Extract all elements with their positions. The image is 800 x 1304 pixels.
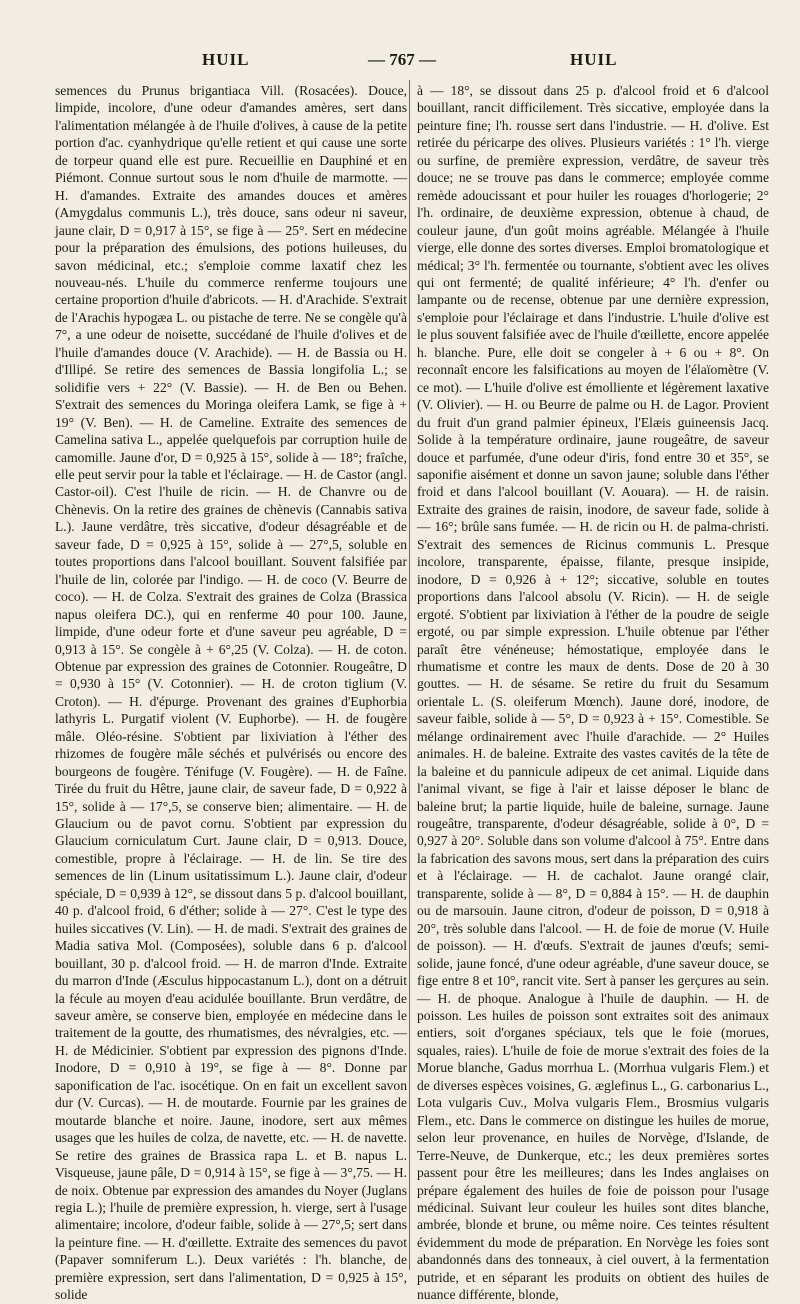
column-divider <box>409 80 410 1270</box>
right-column-text: à — 18°, se dissout dans 25 p. d'alcool froid et 6 d'alcool bouillant, rancit difficilement. Très siccative, employée dans la peinture fine; l'h. rousse sert dans l'industrie. — H. d'olive. Est retirée du péricarpe des olives. Plusieurs variétés : 1° l'h. vierge ou surfine, de première expression, verdâtre, de saveur très douce; ne se trouve pas dans le commerce; employée comme remède adoucissant et pour huiler les rouages d'horlogerie; 2° l'h. ordinaire, de deuxième expression, obtenue à chaud, de couleur jaune, d'un goût moins agréable. Mélangée à l'huile vierge, elle donne des sortes diverses. Emploi bromatologique et médical; 3° l'h. fermentée ou tournante, s'obtient avec les olives qui ont fermenté; de qualité inférieure; 4° l'h. d'enfer ou lampante ou de recense, obtenue par une dernière expression, s'emploie pour l'éclairage et dans l'industrie. L'huile d'olive est le plus souvent falsifiée avec de l'huile d'œillette, encore appelée h. blanche. Pure, elle doit se congeler à + 6 ou + 8°. On reconnaît encore les falsifications au moyen de l'élaïomètre (V. ce mot). — L'huile d'olive est émolliente et légèrement laxative (V. Olivier). — H. ou Beurre de palme ou H. de Lagor. Provient du fruit d'un grand palmier épineux, l'Elæis guineensis Jacq. Solide à la température ordinaire, jaune rougeâtre, de saveur douce et parfumée, d'une odeur d'iris, fond entre 30 et 35°, se saponifie aisément et donne un savon jaune; soluble dans l'éther froid et dans l'alcool bouillant (V. Aouara). — H. de raisin. Extraite des graines de raisin, inodore, de saveur fade, solide à — 16°; brûle sans fumée. — H. de ricin ou H. de palma-christi. S'extrait des semences de Ricinus communis L. Presque incolore, transparente, épaisse, filante, presque insipide, inodore, D = 0,926 à + 12°; siccative, soluble en toutes proportions dans l'alcool absolu (V. Ricin). — H. de seigle ergoté. S'obtient par lixiviation à l'éther de la poudre de seigle ergoté, ou par simple expression. L'huile obtenue par l'éther paraît être vénéneuse; hémostatique, employée dans le rhumatisme et contre les maux de dents. Dose de 20 à 30 gouttes. — H. de sésame. Se retire du fruit du Sesamum orientale L. (S. oleiferum Mœnch). Jaune doré, inodore, de saveur faible, solide à — 5°, D = 0,923 à + 15°. Comestible. Se mélange ordinairement avec l'huile d'arachide. — 2° Huiles animales. H. de baleine. Extraite des vastes cavités de la tête de la baleine et du pannicule adipeux de cet animal. Liquide dans l'animal vivant, se fige à l'air et laisse déposer le blanc de baleine brut; la partie liquide, huile de baleine, surnage. Jaune rougeâtre, transparente, d'odeur désagréable, solide à 0°, D = 0,927 à 20°. Soluble dans son volume d'alcool à 75°. Entre dans la fabrication des savons mous, sert dans la préparation des cuirs et à l'éclairage. — H. de cachalot. Jaune orangé clair, transparente, solide à — 8°, D = 0,884 à 15°. — H. de dauphin ou de marsouin. Jaune citron, d'odeur de poisson, D = 0,918 à 20°, très soluble dans l'alcool. — H. de foie de morue (V. Huile de poisson). — H. d'œufs. S'extrait de jaunes d'œufs; semi-solide, jaune foncé, d'une odeur agréable, d'une saveur douce, se fige entre 8 et 10°, rancit vite. Sert à panser les gerçures au sein. — H. de phoque. Analogue à l'huile de dauphin. — H. de poisson. Les huiles de poisson sont extraites soit des animaux entiers, soit d'organes spéciaux, tels que le foie (morues, squales, raies). L'huile de foie de morue s'extrait des foies de la Morue blanche, Gadus morrhua L. (Morrhua vulgaris Flem.) et de diverses espèces voisines, G. æglefinus L., G. carbonarius L., Lota vulgaris Cuv., Molva vulgaris Flem., Brosmius vulgaris Flem., etc. Dans le commerce on distingue les huiles de morue, selon leur provenance, en huiles de Norvège, d'Islande, de Terre-Neuve, de Dunkerque, etc.; les deux premières sortes passent pour être les meilleures; dans les Indes anglaises on prépare également des huiles de foie de poisson pour l'usage médicinal. Suivant leur couleur les huiles sont dites blanche, ambrée, blonde et brune, ou même noire. Ces teintes résultent évidemment du mode de préparation. En Norvège les foies sont abandonnés dans des tonneaux, à ciel ouvert, à la fermentation putride, et en séparant les produits on obtient des huiles de nuance différente, blonde, <box>417 83 769 1303</box>
running-header <box>50 50 750 74</box>
header-left-word: HUIL <box>202 50 250 69</box>
header-right-word: HUIL <box>570 50 618 69</box>
page-number: — 767 — <box>368 50 436 69</box>
left-column-text: semences du Prunus brigantiaca Vill. (Rosacées). Douce, limpide, incolore, d'une odeur d'amandes amères, sert dans l'alimentation mélangée à de l'huile d'olives, à cause de la petite portion d'ac. cyanhydrique qu'elle retient et qui cause une sorte de torpeur quand elle est pure. Recueillie en Dauphiné et en Piémont. Connue surtout sous le nom d'huile de marmotte. — H. d'amandes. Extraite des amandes douces et amères (Amygdalus communis L.), très douce, sans odeur ni saveur, jaune clair, D = 0,917 à 15°, se fige à — 25°. Sert en médecine pour la préparation des émulsions, des potions huileuses, du savon médicinal, etc.; s'emploie comme laxatif chez les nouveau-nés. L'huile du commerce renferme toujours une certaine proportion d'huile d'abricots. — H. d'Arachide. S'extrait de l'Arachis hypogæa L. ou pistache de terre. Ne se congèle qu'à 7°, a une odeur de noisette, succédané de l'huile d'olives et de l'huile d'amandes douce (V. Arachide). — H. de Bassia ou H. d'Illipé. Se retire des semences de Bassia longifolia L.; se solidifie vers + 22° (V. Bassie). — H. de Ben ou Behen. S'extrait des semences du Moringa oleifera Lamk, se fige à + 19° (V. Ben). — H. de Cameline. Extraite des semences de Camelina sativa L., appelée quelquefois par corruption huile de camomille. Jaune d'or, D = 0,925 à 15°, solide à — 18°; fraîche, elle peut servir pour la table et l'éclairage. — H. de Castor (angl. Castor-oil). C'est l'huile de ricin. — H. de Chanvre ou de Chènevis. On la retire des graines de chènevis (Cannabis sativa L.). Jaune verdâtre, très siccative, d'odeur désagréable et de saveur fade, D = 0,925 à 15°, solide à — 27°,5, soluble en toutes proportions dans l'alcool bouillant. Souvent falsifiée par l'huile de lin, colorée par l'indigo. — H. de coco (V. Beurre de coco). — H. de Colza. S'extrait des graines de Colza (Brassica napus oleifera DC.), qui en renferme 40 pour 100. Jaune, limpide, d'une odeur forte et d'une saveur peu agréable, D = 0,913 à 15°. Se congèle à + 6°,25 (V. Colza). — H. de coton. Obtenue par expression des graines de Cotonnier. Rougeâtre, D = 0,930 à 15° (V. Cotonnier). — H. de croton tiglium (V. Croton). — H. d'épurge. Provenant des graines d'Euphorbia lathyris L. Purgatif violent (V. Euphorbe). — H. de fougère mâle. Oléo-résine. S'obtient par lixiviation à l'éther des rhizomes de fougère mâle séchés et pulvérisés ou encore des bourgeons de fougère. Ténifuge (V. Fougère). — H. de Faîne. Tirée du fruit du Hêtre, jaune clair, de saveur fade, D = 0,922 à 15°, solide à — 17°,5, se conserve bien; alimentaire. — H. de Glaucium ou de pavot cornu. S'obtient par expression du Glaucium corniculatum Curt. Jaune clair, D = 0,913. Douce, comestible, propre à l'éclairage. — H. de lin. Se tire des semences de lin (Linum usitatissimum L.). Jaune clair, d'odeur spéciale, D = 0,939 à 12°, se dissout dans 5 p. d'alcool bouillant, 40 p. d'alcool froid, 6 d'éther; solide à — 27°. C'est le type des huiles siccatives (V. Lin). — H. de madi. S'extrait des graines de Madia sativa Mol. (Composées), soluble dans 6 p. d'alcool bouillant, 30 p. d'alcool froid. — H. de marron d'Inde. Extraite du marron d'Inde (Æsculus hippocastanum L.), dont on a détruit la fécule au moyen d'eau acidulée bouillante. Brun verdâtre, de saveur amère, se conserve bien, employée en médecine dans le traitement de la goutte, des rhumatismes, des névralgies, etc. — H. de Médicinier. S'obtient par expression des pignons d'Inde. Inodore, D = 0,910 à 19°, se fige à — 8°. Donne par saponification de l'ac. isocétique. On en fait un excellent savon dur (V. Curcas). — H. de moutarde. Fournie par les graines de moutarde blanche et noire. Jaune, inodore, sert aux mêmes usages que les huiles de colza, de navette, etc. — H. de navette. Se retire des graines de Brassica rapa L. et B. napus L. Visqueuse, jaune pâle, D = 0,914 à 15°, se fige à — 3°,75. — H. de noix. Obtenue par expression des amandes du Noyer (Juglans regia L.); l'huile de première expression, h. vierge, sert à l'usage alimentaire; incolore, d'odeur faible, solide à — 27°,5; sert dans la peinture fine. — H. d'œillette. Extraite des semences du pavot (Papaver somniferum L.). Deux variétés : l'h. blanche, de première expression, sert dans l'alimentation, D = 0,925 à 15°, solide <box>55 83 407 1303</box>
right-column <box>417 82 769 1303</box>
left-column <box>55 82 407 1303</box>
